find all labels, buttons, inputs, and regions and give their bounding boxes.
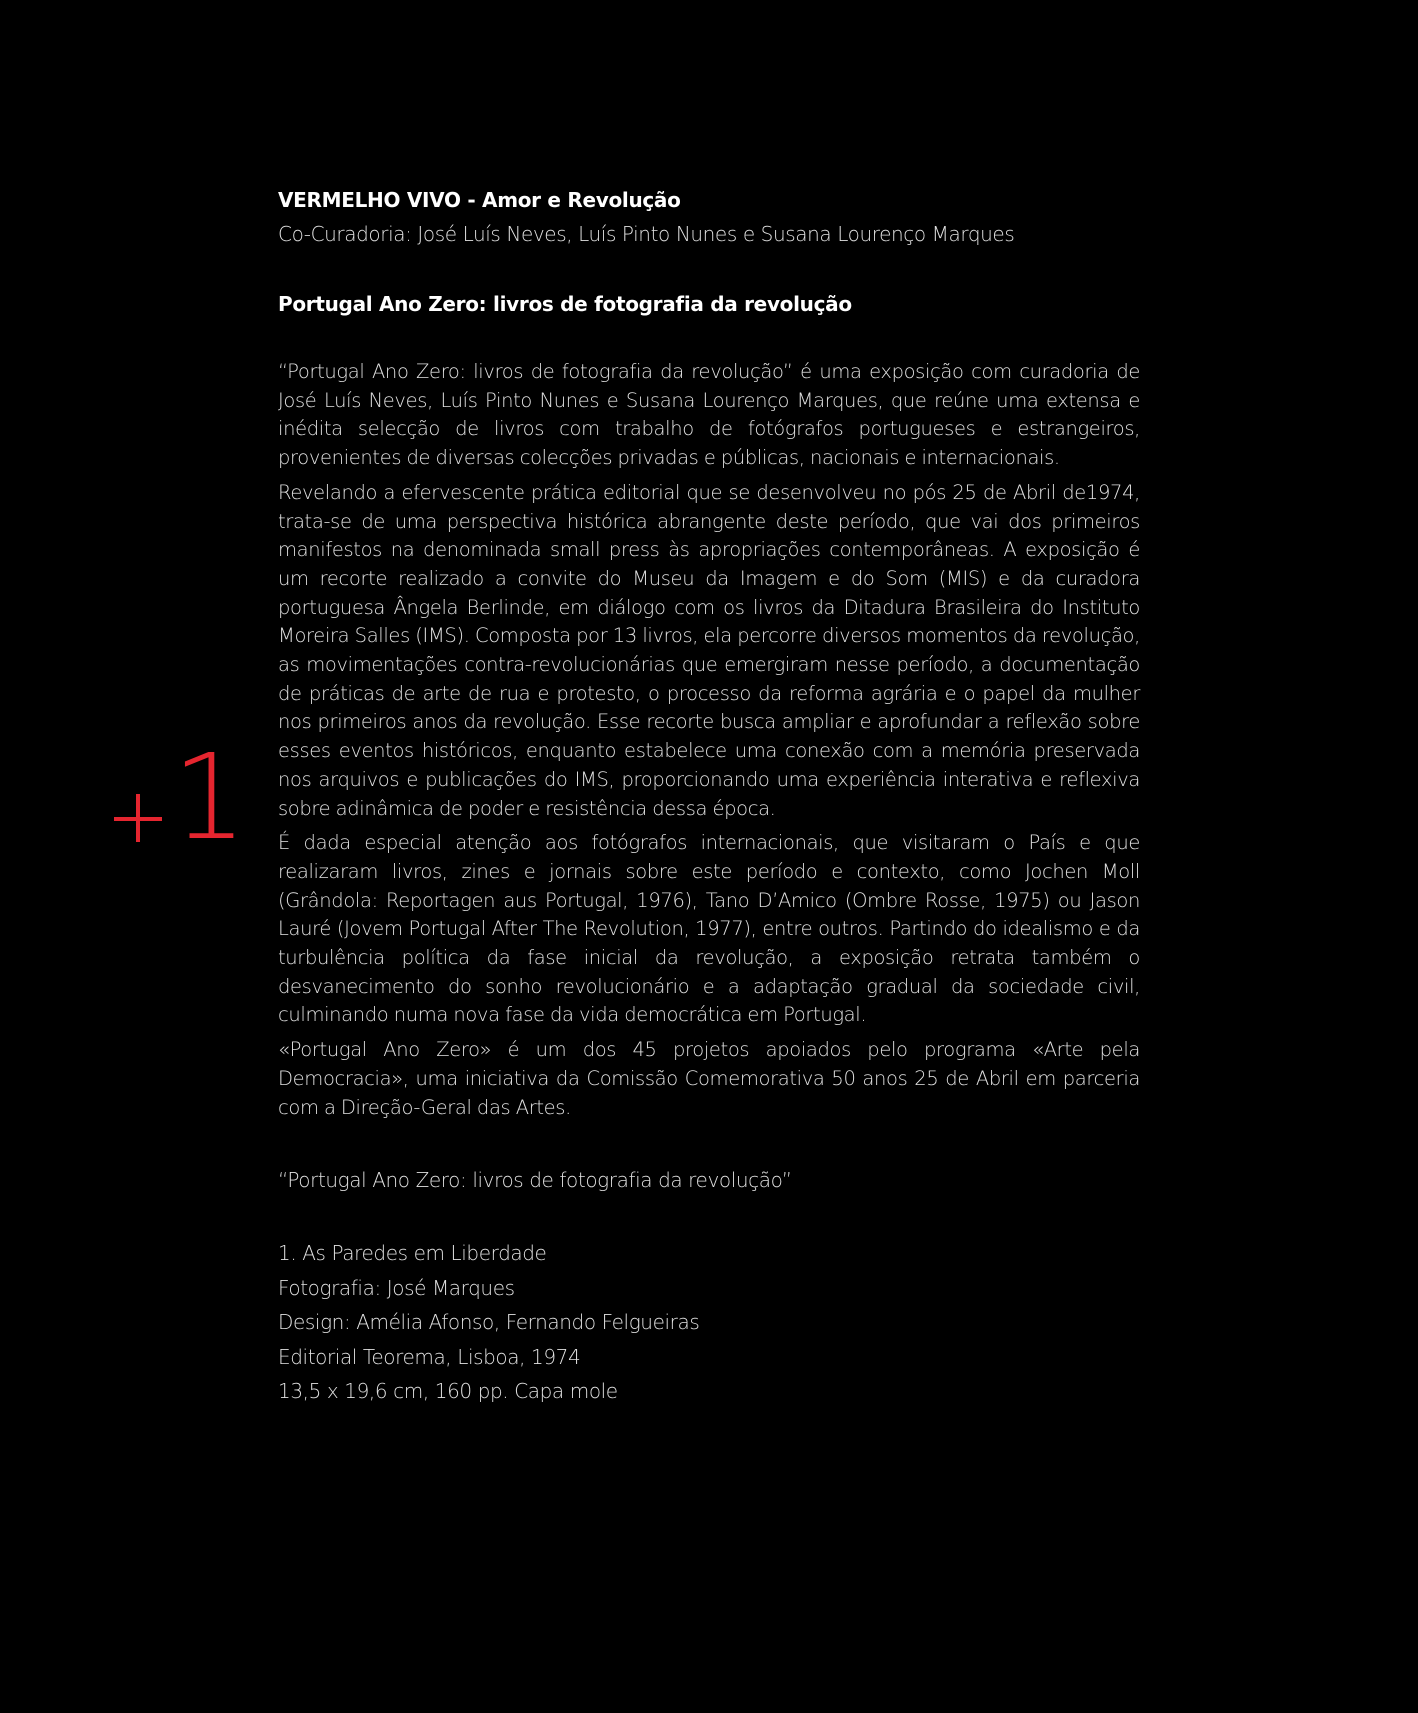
book-specs: 13,5 x 19,6 cm, 160 pp. Capa mole [278, 1379, 618, 1404]
book-publisher: Editorial Teorema, Lisboa, 1974 [278, 1344, 581, 1369]
exhibition-description [278, 358, 1140, 1122]
co-curation-line: Co-Curadoria: José Luís Neves, Luís Pinto Nunes e Susana Lourenço Marques [278, 222, 1015, 246]
plus-icon [114, 794, 164, 844]
page-number: 1 [172, 728, 248, 866]
paragraph-support: «Portugal Ano Zero» é um dos 45 projetos apoiados pelo programa «Arte pela Democracia», uma iniciativa da Comissão Comemorativa 50 anos 25 de Abril em parceria com a Direção-Geral das Artes. [278, 1038, 1140, 1119]
paragraph-intro: “Portugal Ano Zero: livros de fotografia da revolução” é uma exposição com curadoria de José Luís Neves, Luís Pinto Nunes e Susana Lourenço Marques, que reúne uma extensa e inédita selecção de livros com trabalho de fotógrafos portugueses e estrangeiros, provenientes de diversas colecções privadas e públicas, nacionais e internacionais. [278, 360, 1140, 470]
content-column [278, 186, 1140, 1409]
paragraph-context: Revelando a efervescente prática editorial que se desenvolveu no pós 25 de Abril de1974, trata-se de uma perspectiva histórica abrangente deste período, que vai dos primeiros manifestos na denominada small press às apropriações contemporâneas. A exposição é um recorte realizado a convite do Museu da Imagem e do Som (MIS) e da curadora portuguesa Ângela Berlinde, em diálogo com os livros da Ditadura Brasileira do Instituto Moreira Salles (IMS). Composta por 13 livros, ela percorre diversos momentos da revolução, as movimentações contra-revolucionárias que emergiram nesse período, a documentação de práticas de arte de rua e protesto, o processo da reforma agrária e o papel da mulher nos primeiros anos da revolução. Esse recorte busca ampliar e aprofundar a reflexão sobre esses eventos históricos, enquanto estabelece uma conexão com a memória preservada nos arquivos e publicações do IMS, proporcionando uma experiência interativa e reflexiva sobre adinâmica de poder e resistência dessa época. [278, 480, 1140, 820]
exhibition-heading: VERMELHO VIVO - Amor e Revolução [278, 188, 681, 212]
book-title: 1. As Paredes em Liberdade [278, 1241, 547, 1266]
book-entry [278, 1236, 1140, 1409]
page-marker [114, 728, 248, 866]
exhibition-quote-title: “Portugal Ano Zero: livros de fotografia da revolução” [278, 1168, 792, 1193]
paragraph-photographers: É dada especial atenção aos fotógrafos internacionais, que visitaram o País e que realizaram livros, zines e jornais sobre este período e contexto, como Jochen Moll (Grândola: Reportagen aus Portugal, 1976), Tano D’Amico (Ombre Rosse, 1975) ou Jason Lauré (Jovem Portugal After The Revolution, 1977), entre outros. Partindo do idealismo e da turbulência política da fase inicial da revolução, a exposição retrata também o desvanecimento do sonho revolucionário e a adaptação gradual da sociedade civil, culminando numa nova fase da vida democrática em Portugal. [278, 831, 1140, 1027]
book-photography: Fotografia: José Marques [278, 1275, 515, 1300]
exhibition-title: Portugal Ano Zero: livros de fotografia da revolução [278, 292, 852, 316]
book-design: Design: Amélia Afonso, Fernando Felgueiras [278, 1310, 700, 1335]
